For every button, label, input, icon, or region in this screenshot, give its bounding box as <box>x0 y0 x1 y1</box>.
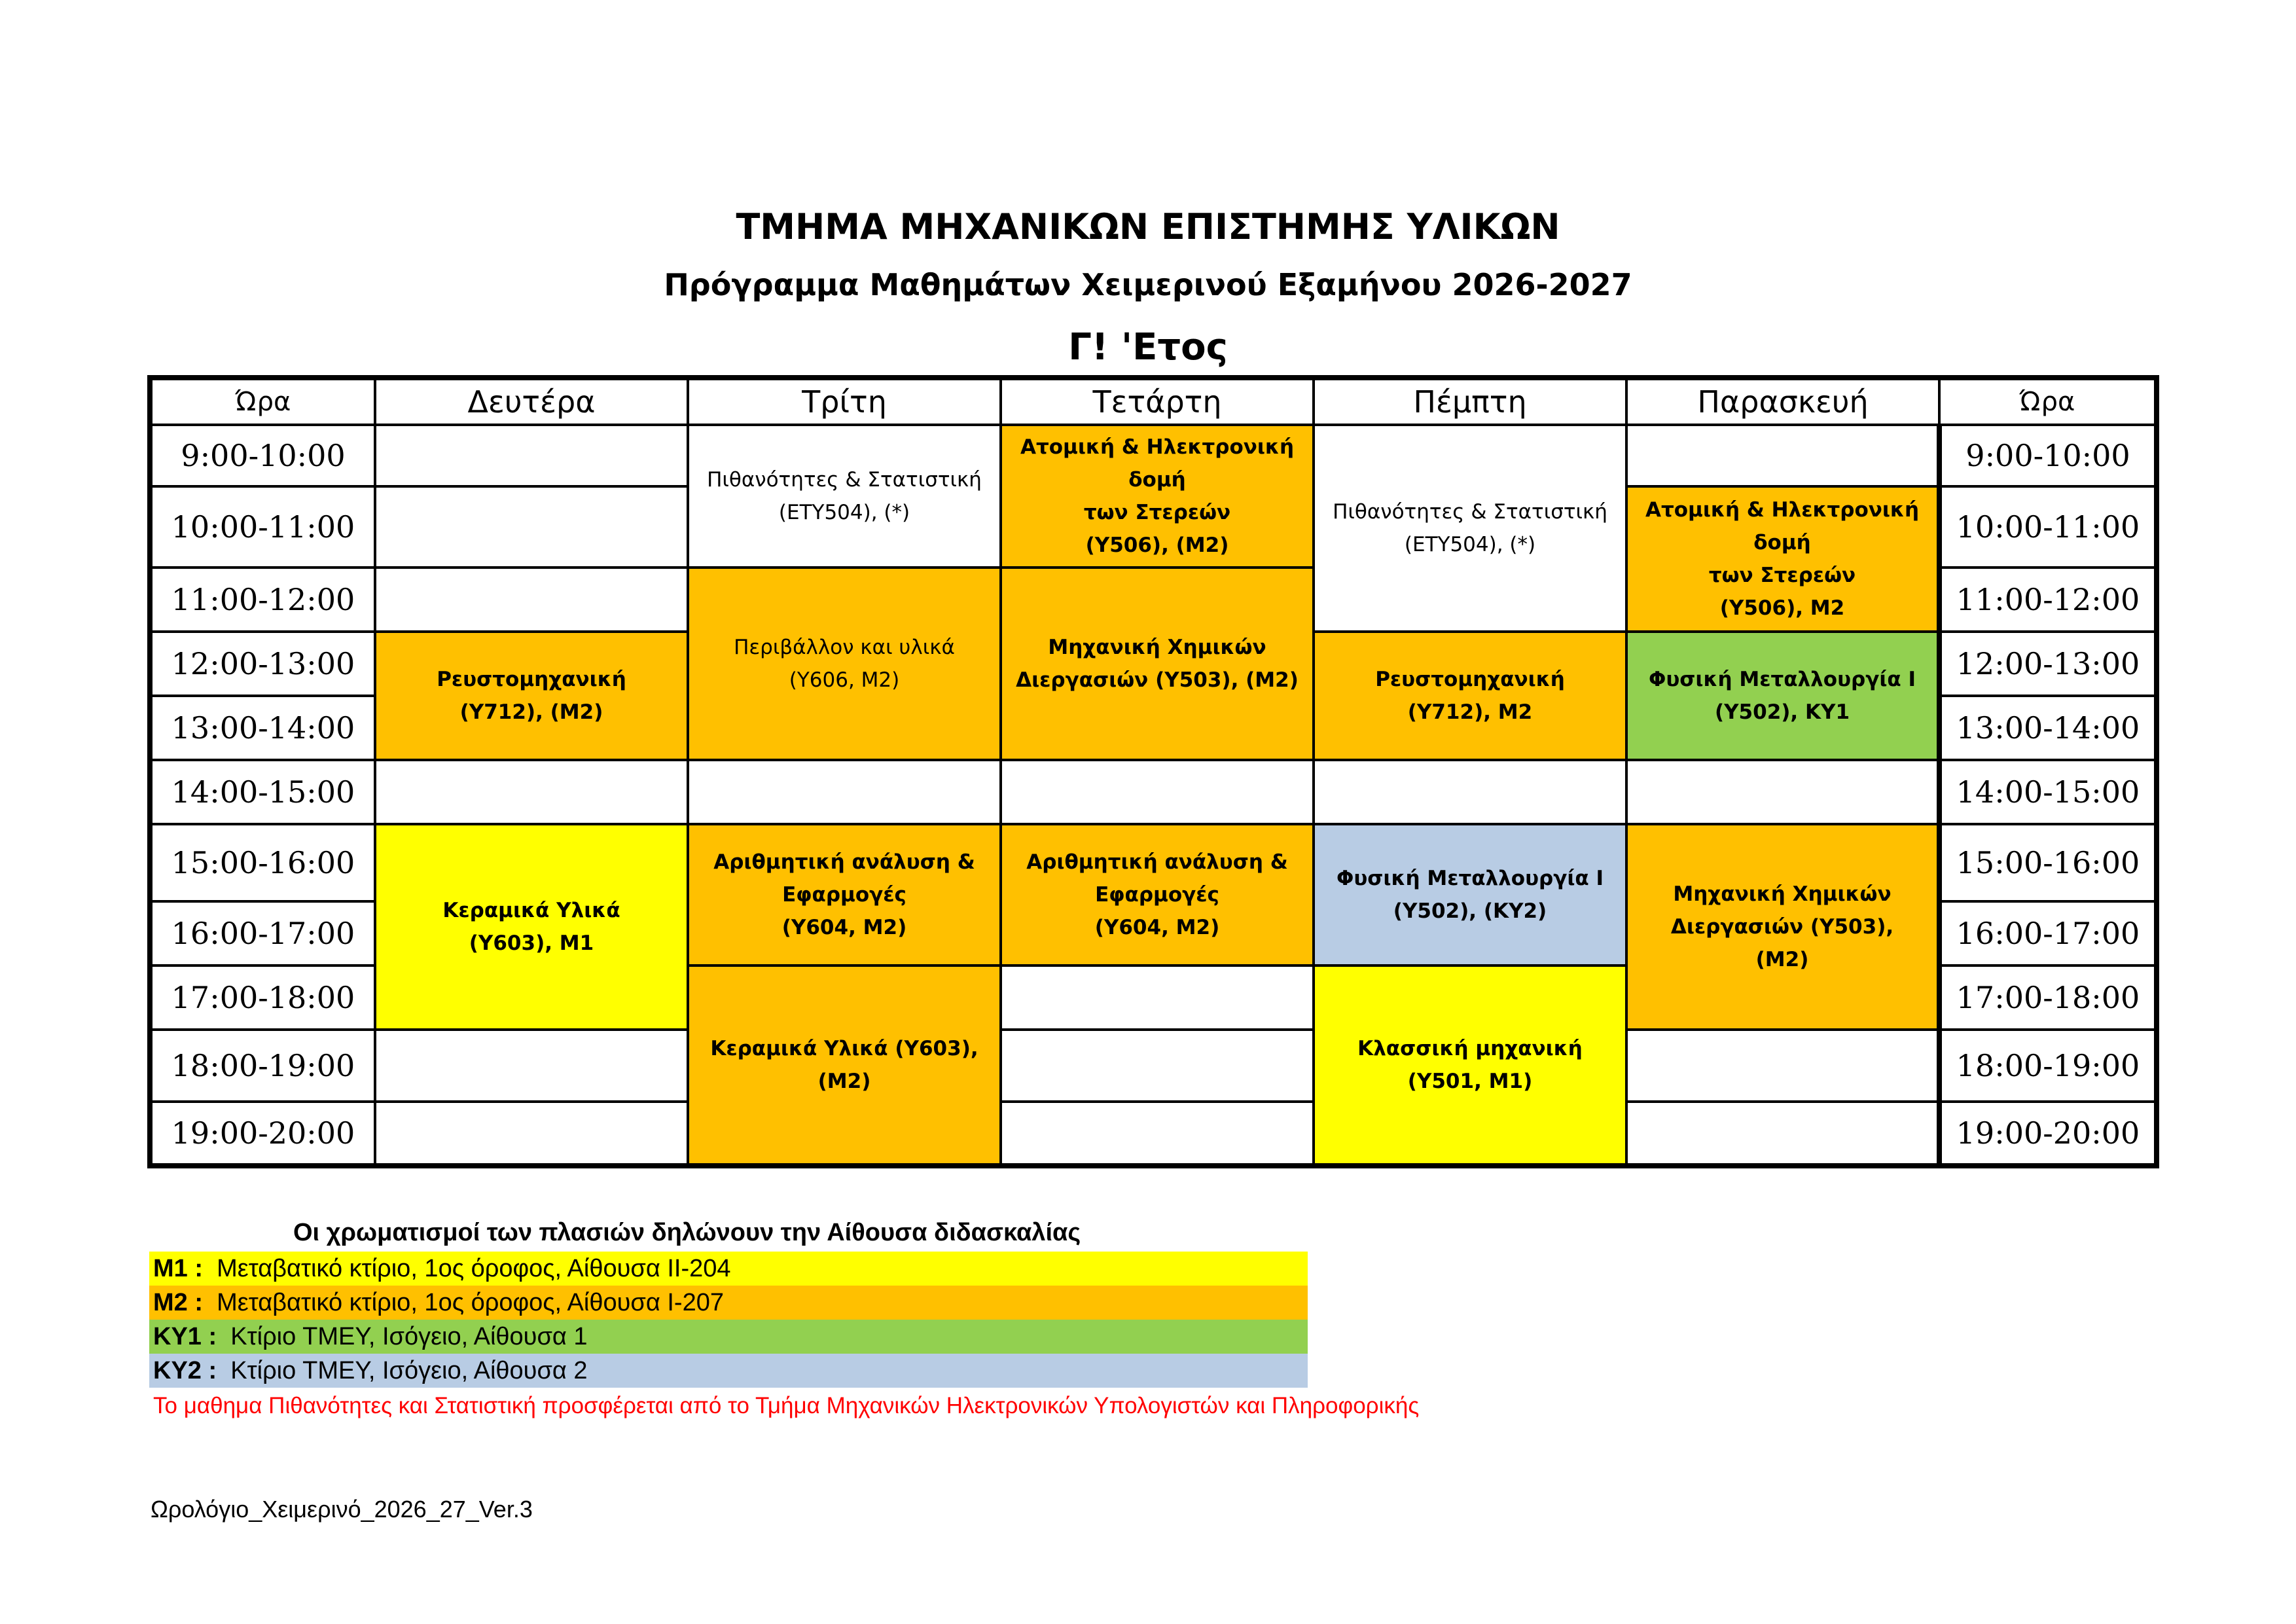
empty-slot <box>375 760 688 824</box>
course-name: Κεραμικά Υλικά <box>442 899 620 922</box>
hour-label-right: 15:00-16:00 <box>1939 824 2157 901</box>
course-code: (Υ604, Μ2) <box>1094 916 1220 939</box>
hour-label: 17:00-18:00 <box>150 965 375 1030</box>
hour-label: 15:00-16:00 <box>150 824 375 901</box>
empty-slot <box>1626 1030 1939 1102</box>
course-name: Ρευστομηχανική <box>1375 668 1565 691</box>
empty-slot <box>1001 1030 1314 1102</box>
hour-label-right: 12:00-13:00 <box>1939 632 2157 696</box>
legend-heading: Οι χρωματισμοί των πλασιών δηλώνουν την Αίθουσα διδασκαλίας <box>293 1219 1081 1246</box>
course-name: Ρευστομηχανική <box>437 668 626 691</box>
empty-slot <box>688 760 1001 824</box>
legend-row-ky2 <box>149 1354 1308 1388</box>
course-code: (Υ501, Μ1) <box>1407 1070 1533 1093</box>
legend-text: Μεταβατικό κτίριο, 1ος όροφος, Αίθουσα Ι-207 <box>217 1289 724 1316</box>
hour-label: 11:00-12:00 <box>150 568 375 632</box>
legend-text: Κτίριο ΤΜΕΥ, Ισόγειο, Αίθουσα 2 <box>230 1357 588 1384</box>
hour-label-right: 13:00-14:00 <box>1939 696 2157 760</box>
course-code: (Υ502), ΚΥ1 <box>1714 700 1850 724</box>
hour-label: 14:00-15:00 <box>150 760 375 824</box>
course-name: Ατομική & Ηλεκτρονική δομή <box>1020 435 1295 492</box>
legend-row-ky1 <box>149 1320 1308 1354</box>
empty-slot <box>1001 760 1314 824</box>
hour-label: 16:00-17:00 <box>150 901 375 965</box>
legend-code: ΚΥ1 : <box>153 1323 217 1350</box>
hour-label-right: 14:00-15:00 <box>1939 760 2157 824</box>
course-cell-mon-fluid-mechanics <box>375 632 688 760</box>
course-code: (Μ2) <box>1755 948 1809 971</box>
table-row <box>150 760 2157 824</box>
course-code: (ΕΤΥ504), (*) <box>778 501 910 524</box>
course-code: Διεργασιών (Υ503), (Μ2) <box>1016 668 1299 692</box>
empty-slot <box>1626 425 1939 486</box>
legend-text: Μεταβατικό κτίριο, 1ος όροφος, Αίθουσα ΙΙ-204 <box>217 1255 731 1282</box>
course-name: Κλασσική μηχανική <box>1357 1037 1583 1060</box>
hour-label: 18:00-19:00 <box>150 1030 375 1102</box>
course-cell-thu-classical-mechanics <box>1314 965 1626 1166</box>
program-title: Πρόγραμμα Μαθημάτων Χειμερινού Εξαμήνου 2026-2027 <box>664 267 1632 302</box>
table-row <box>150 1030 2157 1102</box>
hour-label: 9:00-10:00 <box>150 425 375 486</box>
empty-slot <box>1626 760 1939 824</box>
legend-row-m2 <box>149 1286 1308 1320</box>
course-code: (Υ506), (Μ2) <box>1085 533 1229 557</box>
day-header-monday: Δευτέρα <box>375 378 688 425</box>
course-cell-mon-ceramics <box>375 824 688 1030</box>
course-cell-fri-physical-metallurgy <box>1626 632 1939 760</box>
hour-column-header: Ώρα <box>150 378 375 425</box>
course-name: Πιθανότητες & Στατιστική <box>1333 500 1607 524</box>
legend-row-m1 <box>149 1252 1308 1286</box>
table-row <box>150 1102 2157 1166</box>
course-cell-thu-fluid-mechanics <box>1314 632 1626 760</box>
year-title: Γ! 'Ετος <box>1068 326 1228 369</box>
course-name: Αριθμητική ανάλυση & <box>1026 850 1288 874</box>
legend-code: ΚΥ2 : <box>153 1357 217 1384</box>
course-name: Αριθμητική ανάλυση & <box>713 850 975 874</box>
course-name: Κεραμικά Υλικά (Υ603), <box>710 1037 978 1060</box>
course-name-cont: των Στερεών <box>1083 501 1231 524</box>
day-header-friday: Παρασκευή <box>1626 378 1939 425</box>
course-name: Φυσική Μεταλλουργία Ι <box>1336 867 1604 890</box>
course-name: Ατομική & Ηλεκτρονική δομή <box>1645 498 1920 554</box>
empty-slot <box>1314 760 1626 824</box>
hour-label-right: 19:00-20:00 <box>1939 1102 2157 1166</box>
course-cell-tue-ceramics <box>688 965 1001 1166</box>
course-cell-thu-physical-metallurgy <box>1314 824 1626 965</box>
hour-column-header-right: Ώρα <box>1939 378 2157 425</box>
course-code: (ΕΤΥ504), (*) <box>1404 533 1536 556</box>
course-code: (Υ603), Μ1 <box>469 931 594 955</box>
empty-slot <box>375 1102 688 1166</box>
course-code: (Υ712), (Μ2) <box>459 700 603 724</box>
hour-label-right: 10:00-11:00 <box>1939 486 2157 568</box>
course-code: (Μ2) <box>817 1070 871 1093</box>
course-code: (Υ502), (ΚΥ2) <box>1393 899 1547 923</box>
schedule-table <box>147 375 2159 1168</box>
empty-slot <box>375 486 688 568</box>
course-name-cont: Εφαρμογές <box>1095 883 1219 907</box>
course-code: (Υ712), Μ2 <box>1407 700 1533 724</box>
hour-label: 10:00-11:00 <box>150 486 375 568</box>
legend-code: Μ1 : <box>153 1255 203 1282</box>
hour-label: 13:00-14:00 <box>150 696 375 760</box>
department-title: ΤΜΗΜΑ ΜΗΧΑΝΙΚΩΝ ΕΠΙΣΤΗΜΗΣ ΥΛΙΚΩΝ <box>736 206 1560 247</box>
empty-slot <box>375 1030 688 1102</box>
empty-slot <box>1001 965 1314 1030</box>
course-name: Μηχανική Χημικών <box>1048 636 1266 659</box>
header-row <box>150 378 2157 425</box>
table-row <box>150 824 2157 901</box>
hour-label-right: 9:00-10:00 <box>1939 425 2157 486</box>
day-header-tuesday: Τρίτη <box>688 378 1001 425</box>
course-name: Μηχανική Χημικών <box>1673 882 1892 906</box>
course-code: (Υ606, Μ2) <box>789 668 900 692</box>
course-name-cont: των Στερεών <box>1708 564 1856 587</box>
hour-label-right: 18:00-19:00 <box>1939 1030 2157 1102</box>
course-cell-wed-chemical-processes <box>1001 568 1314 760</box>
empty-slot <box>375 425 688 486</box>
empty-slot <box>375 568 688 632</box>
course-name: Φυσική Μεταλλουργία Ι <box>1648 668 1916 691</box>
hour-label: 12:00-13:00 <box>150 632 375 696</box>
course-name-cont: Εφαρμογές <box>782 883 906 907</box>
version-footer: Ωρολόγιο_Χειμερινό_2026_27_Ver.3 <box>151 1496 533 1523</box>
course-cell-fri-atomic-structure <box>1626 486 1939 632</box>
course-name-cont: Διεργασιών (Υ503), <box>1670 915 1894 939</box>
hour-label-right: 17:00-18:00 <box>1939 965 2157 1030</box>
course-code: (Υ604, Μ2) <box>781 916 907 939</box>
course-cell-wed-atomic-structure <box>1001 425 1314 568</box>
course-cell-fri-chemical-processes <box>1626 824 1939 1030</box>
course-cell-tue-environment <box>688 568 1001 760</box>
course-name: Πιθανότητες & Στατιστική <box>707 468 982 492</box>
table-row <box>150 425 2157 486</box>
course-name: Περιβάλλον και υλικά <box>734 636 955 659</box>
hour-label-right: 16:00-17:00 <box>1939 901 2157 965</box>
legend-code: Μ2 : <box>153 1289 203 1316</box>
hour-label-right: 11:00-12:00 <box>1939 568 2157 632</box>
course-cell-wed-numerical-analysis <box>1001 824 1314 965</box>
empty-slot <box>1001 1102 1314 1166</box>
legend-text: Κτίριο ΤΜΕΥ, Ισόγειο, Αίθουσα 1 <box>230 1323 588 1350</box>
course-code: (Υ506), Μ2 <box>1719 596 1845 620</box>
course-cell-tue-numerical-analysis <box>688 824 1001 965</box>
day-header-wednesday: Τετάρτη <box>1001 378 1314 425</box>
day-header-thursday: Πέμπτη <box>1314 378 1626 425</box>
probability-course-note: Το μαθημα Πιθανότητες και Στατιστική προσφέρεται από το Τμήμα Μηχανικών Ηλεκτρονικών Υπολογιστών και Πληροφορικής <box>153 1393 1420 1418</box>
hour-label: 19:00-20:00 <box>150 1102 375 1166</box>
empty-slot <box>1626 1102 1939 1166</box>
course-cell-tue-probability <box>688 425 1001 568</box>
course-cell-thu-probability <box>1314 425 1626 632</box>
